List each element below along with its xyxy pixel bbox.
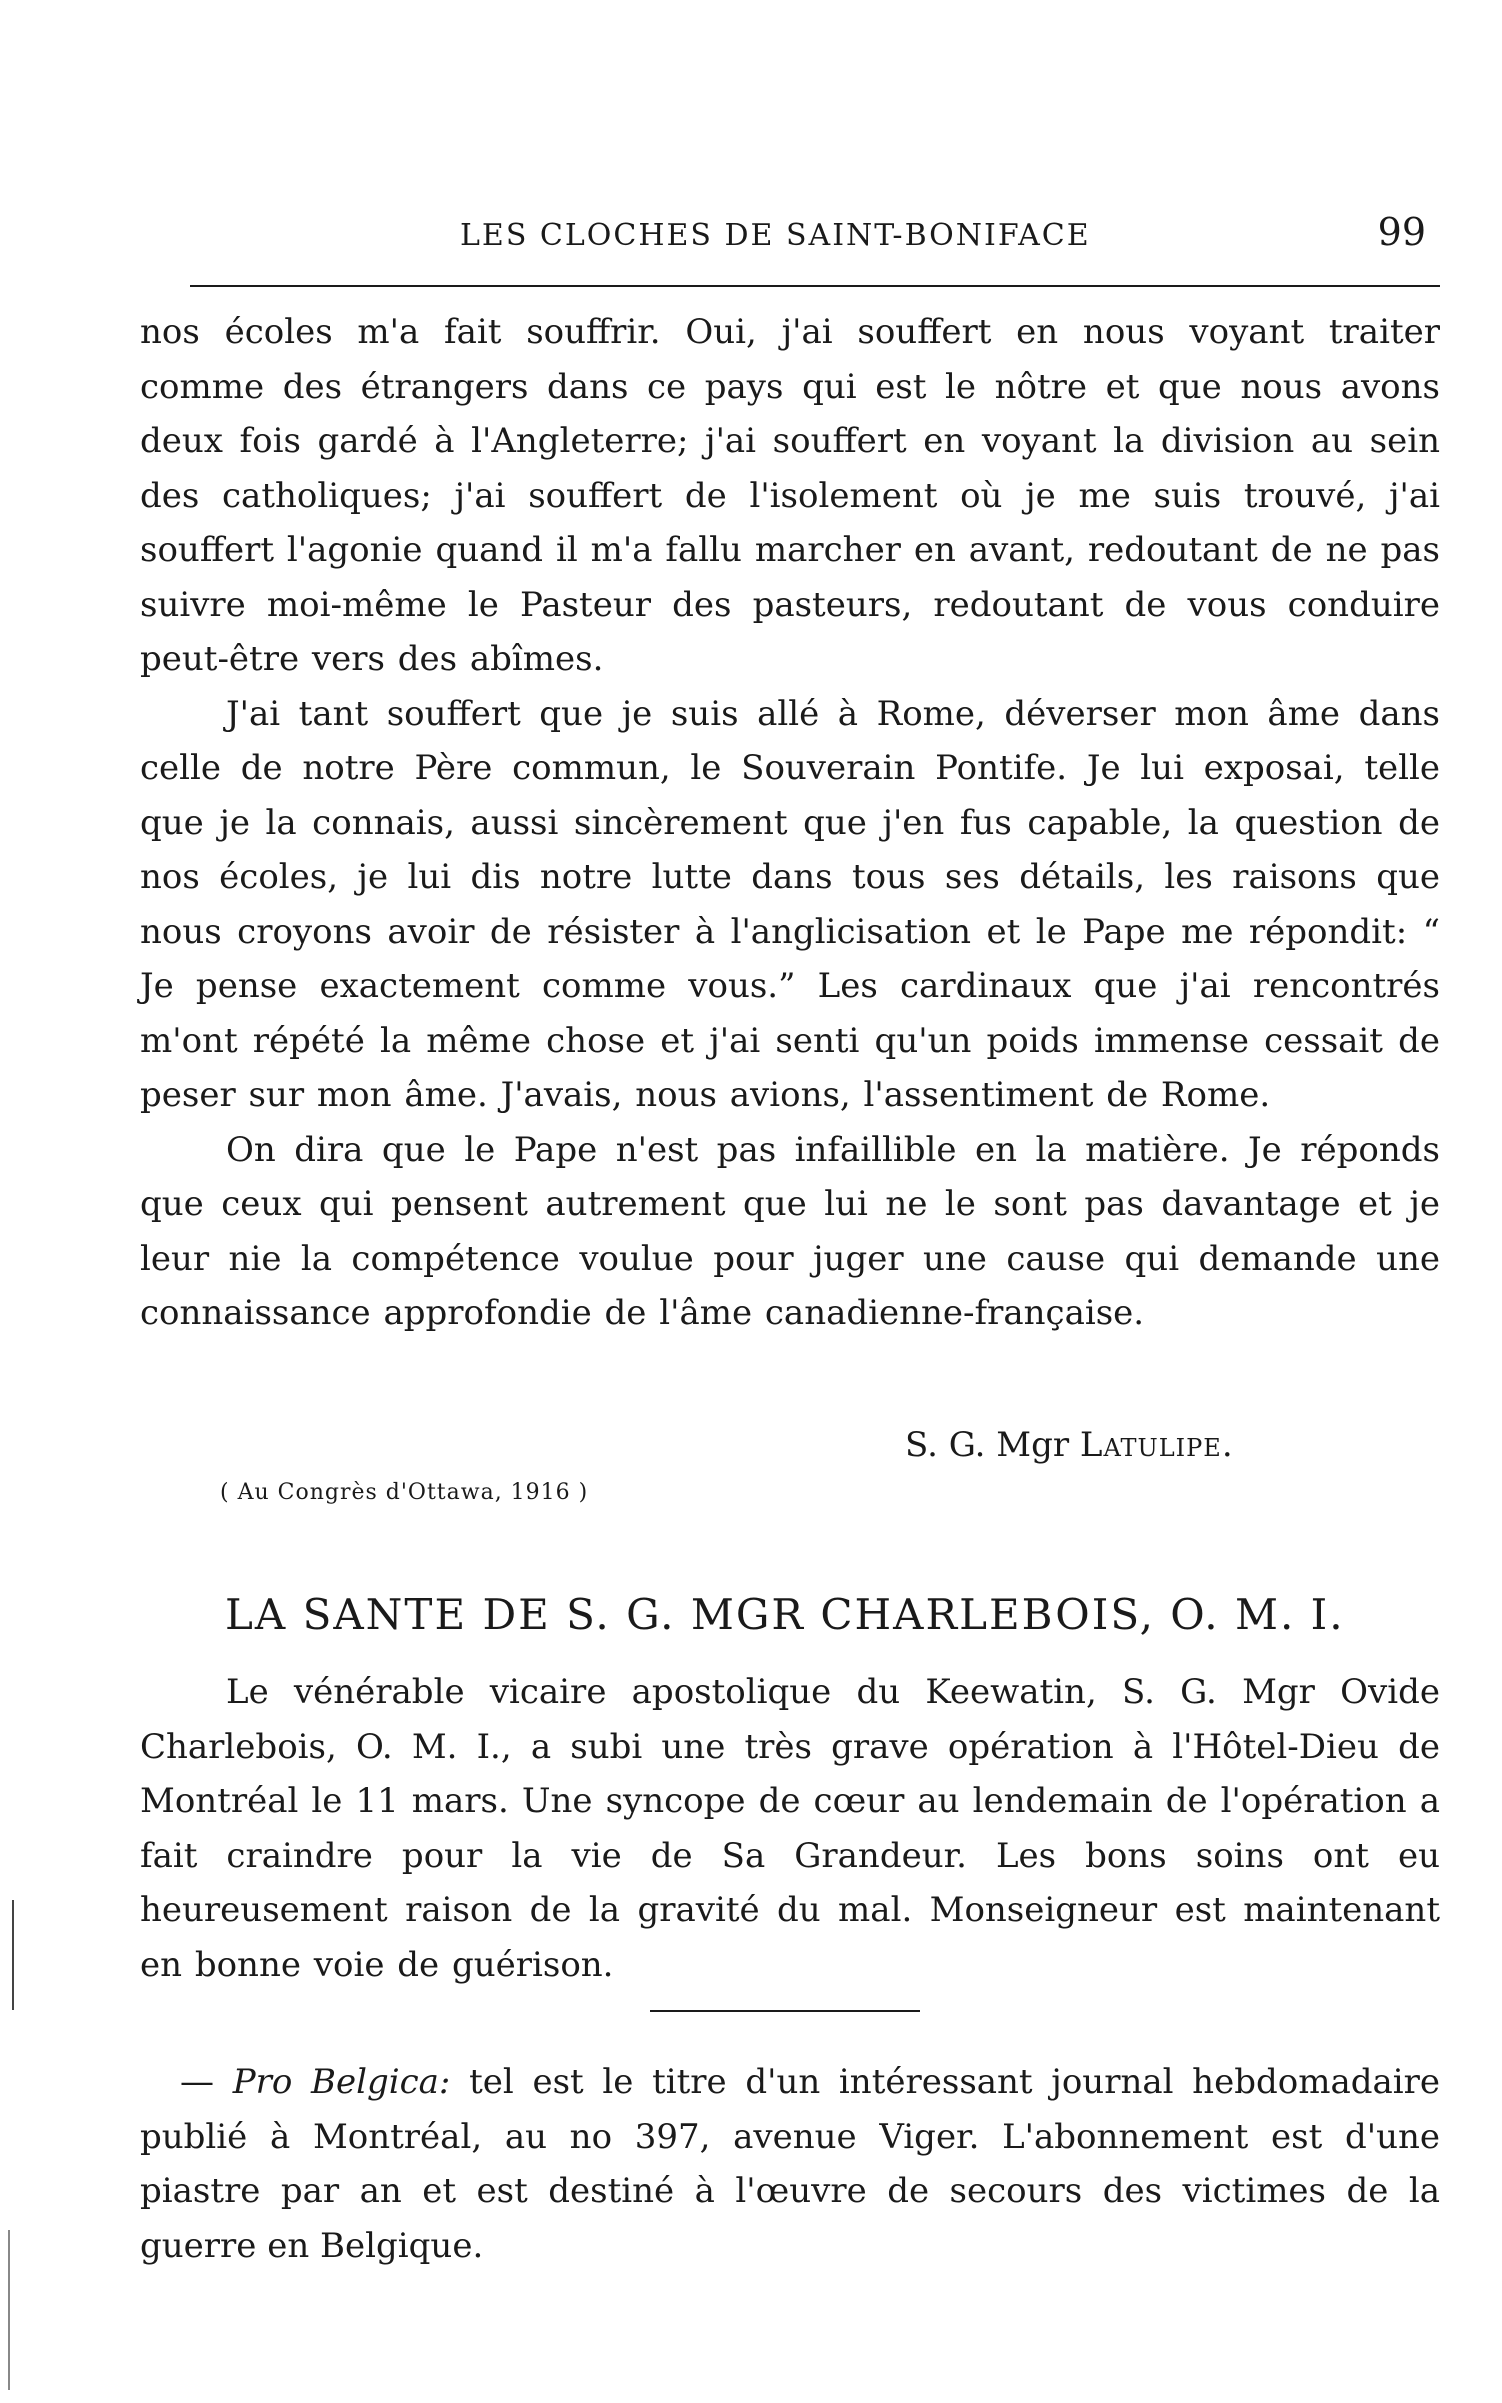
margin-mark-left bbox=[12, 1900, 14, 2010]
notice-dash: — bbox=[180, 2062, 214, 2102]
section-divider bbox=[650, 2010, 920, 2012]
page-number: 99 bbox=[1377, 210, 1426, 254]
notice bbox=[140, 2055, 1440, 2273]
section-title: LA SANTE DE S. G. MGR CHARLEBOIS, O. M. I. bbox=[225, 1590, 1345, 1639]
speech-paragraph-3: On dira que le Pape n'est pas infaillible en la matière. Je réponds que ceux qui pensent autrement que lui ne le sont pas davantage et je leur nie la compétence voulue pour juger une cause qui demande une connaissance approfondie de l'âme canadienne-française. bbox=[140, 1129, 1440, 1333]
speech-paragraph-1: nos écoles m'a fait souffrir. Oui, j'ai souffert en nous voyant traiter comme des étrangers dans ce pays qui est le nôtre et que nous avons deux fois gardé à l'Angleterre; j'ai souffert en voyant la division au sein des catholiques; j'ai souffert de l'isolement où je me suis trouvé, j'ai souffert l'agonie quand il m'a fallu marcher en avant, redoutant de ne pas suivre moi-même le Pasteur des pasteurs, redoutant de vous conduire peut-être vers des abîmes. bbox=[140, 312, 1440, 679]
signature-prefix: S. G. Mgr bbox=[905, 1425, 1070, 1465]
signature bbox=[905, 1425, 1234, 1465]
margin-mark-left-bottom bbox=[8, 2230, 10, 2390]
news-paragraph: Le vénérable vicaire apostolique du Keewatin, S. G. Mgr Ovide Charlebois, O. M. I., a subi une très grave opération à l'Hôtel-Dieu de Montréal le 11 mars. Une syncope de cœur au lendemain de l'opération a fait craindre pour la vie de Sa Grandeur. Les bons soins ont eu heureusement raison de la gravité du mal. Monseigneur est maintenant en bonne voie de guérison. bbox=[140, 1672, 1440, 1985]
header-rule bbox=[190, 285, 1440, 287]
notice-paragraph bbox=[140, 2055, 1440, 2273]
signature-name: Latulipe. bbox=[1079, 1425, 1234, 1465]
speech-paragraph-2: J'ai tant souffert que je suis allé à Rome, déverser mon âme dans celle de notre Père commun, le Souverain Pontife. Je lui exposai, telle que je la connais, aussi sincèrement que j'en fus capable, la question de nos écoles, je lui dis notre lutte dans tous ses détails, les raisons que nous croyons avoir de résister à l'anglicisation et le Pape me répondit: “ Je pense exactement comme vous.” Les cardinaux que j'ai rencontrés m'ont répété la même chose et j'ai senti qu'un poids immense cessait de peser sur mon âme. J'avais, nous avions, l'assentiment de Rome. bbox=[140, 693, 1440, 1115]
journal-title: Pro Belgica: bbox=[232, 2062, 451, 2102]
speech-excerpt bbox=[140, 305, 1440, 1341]
source-citation: ( Au Congrès d'Ottawa, 1916 ) bbox=[220, 1480, 589, 1505]
notice-text: tel est le titre d'un intéressant journal hebdomadaire publié à Montréal, au no 397, avenue Viger. L'abonnement est d'une piastre par an et est destiné à l'œuvre de secours des victimes de la guerre en Belgique. bbox=[140, 2062, 1440, 2266]
news-article bbox=[140, 1665, 1440, 1992]
running-head: LES CLOCHES DE SAINT-BONIFACE bbox=[460, 218, 1091, 253]
page-header bbox=[140, 210, 1440, 270]
